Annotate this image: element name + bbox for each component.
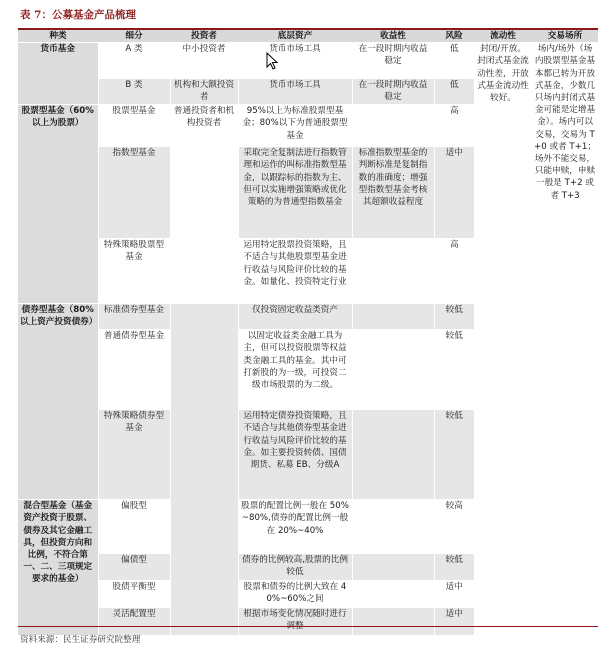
liquidity-money: 封闭/开放。封闭式基金流动性差，开放式基金流动性较好。 <box>474 43 532 105</box>
risk-cell: 高 <box>434 239 474 304</box>
risk-cell: 适中 <box>434 581 474 608</box>
risk-cell: 较低 <box>434 554 474 581</box>
return-cell: 标准指数型基金的判断标准是复制指数的准确度；增强型指数型基金考核其超额收益程度 <box>352 147 434 239</box>
return-cell <box>352 608 434 635</box>
return-cell <box>352 581 434 608</box>
fund-table <box>18 30 598 635</box>
return-cell <box>352 554 434 581</box>
return-cell: 在一段时期内收益稳定 <box>352 79 434 105</box>
header-trading: 交易场所 <box>532 30 598 43</box>
asset-cell: 根据市场变化情况随时进行调整 <box>238 608 352 635</box>
risk-cell: 较低 <box>434 304 474 330</box>
asset-cell: 仅投资固定收益类资产 <box>238 304 352 330</box>
investor-cell: 中小投资者 <box>170 43 238 79</box>
return-cell <box>352 239 434 304</box>
return-cell: 在一段时期内收益稳定 <box>352 43 434 79</box>
header-category: 种类 <box>18 30 98 43</box>
sub-equity: 股票型基金 <box>98 105 170 147</box>
mouse-cursor-icon <box>266 52 278 70</box>
return-cell <box>352 304 434 330</box>
return-cell <box>352 330 434 410</box>
sub-flexible: 灵活配置型 <box>98 608 170 635</box>
asset-cell: 95%以上为标准股票型基金；80%以下为普通股票型基金 <box>238 105 352 147</box>
risk-cell: 适中 <box>434 147 474 239</box>
asset-cell: 以固定收益类金融工具为主，但可以投资股票等权益类金融工具的基金。其中可打新股的为一级，可投资二级市场股票的为二级。 <box>238 330 352 410</box>
risk-cell: 较低 <box>434 410 474 500</box>
trading-venue: 场内/场外（场内股票型基金基本都已转为开放式基金，少数几只场内封闭式基金可能是定增基金）。场内可以交易，交易为 T+0 或者 T+1；场外不能交易，只能申赎，申赎一般是 T+2 或者 T+3 <box>532 43 598 635</box>
risk-cell: 低 <box>434 79 474 105</box>
header-risk: 风险 <box>434 30 474 43</box>
header-investor: 投资者 <box>170 30 238 43</box>
risk-cell: 高 <box>434 105 474 147</box>
sub-special-equity: 特殊策略股票型基金 <box>98 239 170 304</box>
source-note: 资料来源：民生证券研究院整理 <box>20 635 141 645</box>
asset-cell: 货币市场工具 <box>238 43 352 79</box>
sub-index: 指数型基金 <box>98 147 170 239</box>
header-asset: 底层资产 <box>238 30 352 43</box>
asset-cell: 运用特定股票投资策略，且不适合与其他股票型基金进行收益与风险评价比较的基金。如量化、投资特定行业 <box>238 239 352 304</box>
asset-cell: 采取完全复制法进行指数管理和运作的叫标准指数型基金，以跟踪标的指数为主、但可以实施增强策略或优化策略的为普通型指数基金 <box>238 147 352 239</box>
sub-special-bond: 特殊策略债券型基金 <box>98 410 170 500</box>
liquidity-other <box>474 105 532 635</box>
asset-cell: 股票和债券的比例大致在 40%~60%之间 <box>238 581 352 608</box>
risk-cell: 适中 <box>434 608 474 635</box>
sub-a-class: A 类 <box>98 43 170 79</box>
table-title: 表 7：公募基金产品梳理 <box>20 9 136 21</box>
return-cell <box>352 410 434 500</box>
category-bond-fund: 债券型基金（80%以上资产投资债券） <box>18 304 98 500</box>
investor-cell: 机构和大额投资者 <box>170 79 238 105</box>
asset-cell: 股票的配置比例一般在 50%~80%,债券的配置比例一般在 20%~40% <box>238 500 352 554</box>
sub-b-class: B 类 <box>98 79 170 105</box>
header-liquidity: 流动性 <box>474 30 532 43</box>
category-equity-fund: 股票型基金（60%以上为股票） <box>18 105 98 304</box>
header-return: 收益性 <box>352 30 434 43</box>
investor-cell: 普通投资者和机构投资者 <box>170 105 238 304</box>
sub-standard-bond: 标准债券型基金 <box>98 304 170 330</box>
category-hybrid-fund: 混合型基金（基金资产投资于股票、债券及其它金融工具，但投资方向和比例，不符合第一、二、三项规定要求的基金） <box>18 500 98 635</box>
asset-cell: 债券的比例较高,股票的比例较低 <box>238 554 352 581</box>
risk-cell: 较低 <box>434 330 474 410</box>
sub-bond-biased: 偏债型 <box>98 554 170 581</box>
category-money-fund: 货币基金 <box>18 43 98 105</box>
bottom-rule <box>18 626 598 627</box>
sub-equity-biased: 偏股型 <box>98 500 170 554</box>
investor-cell <box>170 304 238 635</box>
return-cell <box>352 500 434 554</box>
risk-cell: 低 <box>434 43 474 79</box>
header-subcategory: 细分 <box>98 30 170 43</box>
asset-cell: 运用特定债券投资策略，且不适合与其他债券型基金进行收益与风险评价比较的基金。如主要投资转债、国债期货、私募 EB、分级A <box>238 410 352 500</box>
sub-balanced: 股债平衡型 <box>98 581 170 608</box>
return-cell <box>352 105 434 147</box>
sub-general-bond: 普通债券型基金 <box>98 330 170 410</box>
risk-cell: 较高 <box>434 500 474 554</box>
asset-cell: 货币市场工具 <box>238 79 352 105</box>
